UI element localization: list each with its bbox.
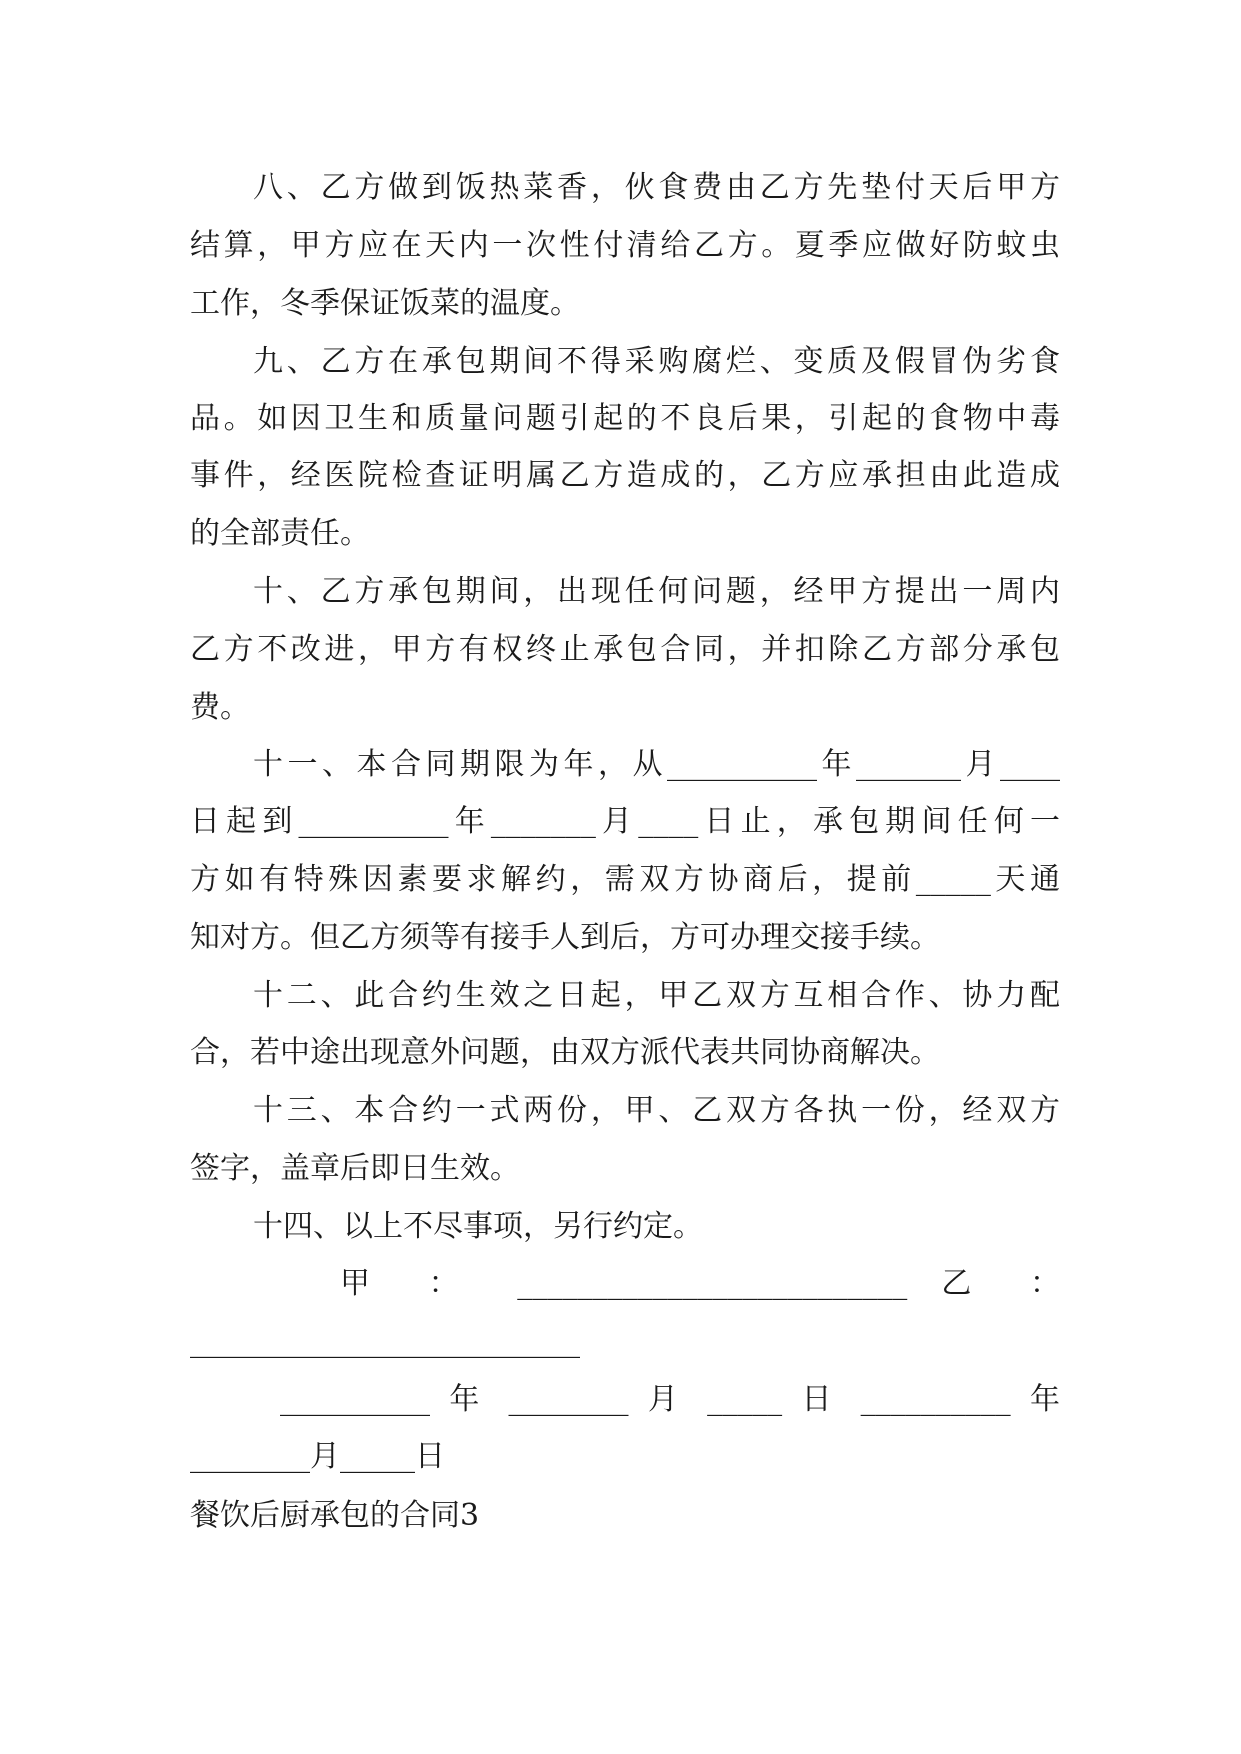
signature-party-line: 甲 ： __________________________ 乙 ： [340, 1266, 1060, 1301]
clause-11-line-4: 知对方。但乙方须等有接手人到后，方可办理交接手续。 [190, 920, 940, 955]
signature-party-b-blank: __________________________ [190, 1324, 580, 1359]
clause-11-line-1: 十一、本合同期限为年，从__________年_______月____ [253, 747, 1060, 782]
clause-10-line-3: 费。 [190, 690, 250, 725]
clause-9-line-2: 品。如因卫生和质量问题引起的不良后果，引起的食物中毒 [190, 401, 1060, 436]
next-section-title: 餐饮后厨承包的合同3 [190, 1498, 480, 1533]
clause-11-line-2: 日起到__________年_______月____日止，承包期间任何一 [190, 804, 1060, 839]
clause-12-line-1: 十二、此合约生效之日起，甲乙双方互相合作、协力配 [253, 978, 1060, 1013]
signature-date-line: __________ 年 ________ 月 _____ 日 __________ 年 [280, 1382, 1060, 1417]
clause-8-line-3: 工作，冬季保证饭菜的温度。 [190, 286, 580, 321]
clause-12-line-2: 合，若中途出现意外问题，由双方派代表共同协商解决。 [190, 1035, 940, 1070]
signature-date-line-2: ________月_____日 [190, 1439, 445, 1474]
clause-9-line-1: 九、乙方在承包期间不得采购腐烂、变质及假冒伪劣食 [253, 344, 1060, 379]
clause-10-line-1: 十、乙方承包期间，出现任何问题，经甲方提出一周内 [253, 574, 1060, 609]
clause-10-line-2: 乙方不改进，甲方有权终止承包合同，并扣除乙方部分承包 [190, 632, 1060, 667]
clause-9-line-3: 事件，经医院检查证明属乙方造成的，乙方应承担由此造成 [190, 458, 1060, 493]
clause-13-line-1: 十三、本合约一式两份，甲、乙双方各执一份，经双方 [253, 1093, 1060, 1128]
clause-9-line-4: 的全部责任。 [190, 516, 370, 551]
clause-14-line-1: 十四、以上不尽事项，另行约定。 [253, 1209, 703, 1244]
clause-11-line-3: 方如有特殊因素要求解约，需双方协商后，提前_____天通 [190, 862, 1060, 897]
clause-13-line-2: 签字，盖章后即日生效。 [190, 1151, 520, 1186]
clause-8-line-1: 八、乙方做到饭热菜香，伙食费由乙方先垫付天后甲方 [253, 170, 1060, 205]
clause-8-line-2: 结算，甲方应在天内一次性付清给乙方。夏季应做好防蚊虫 [190, 228, 1060, 263]
